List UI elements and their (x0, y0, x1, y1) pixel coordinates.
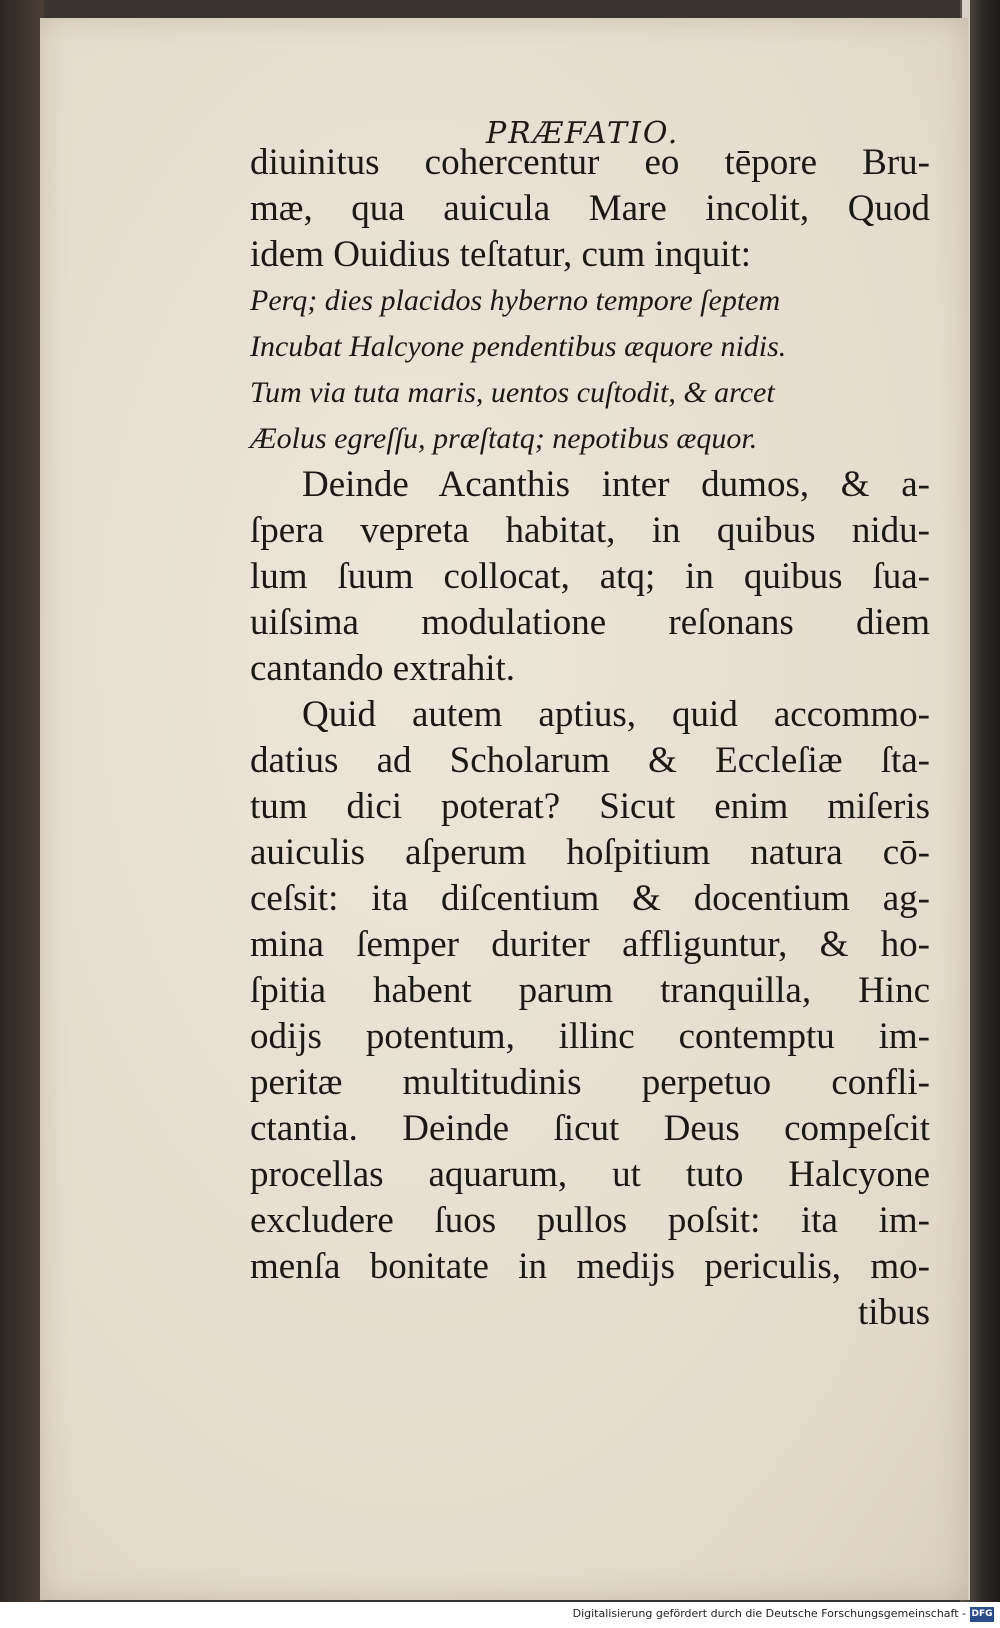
text-line: mæ, qua auicula Mare incolit, Quod (250, 188, 930, 229)
text-line: datius ad Scholarum & Eccleſiæ ſta- (250, 740, 930, 781)
text-line: diuinitus cohercentur eo tēpore Bru- (250, 142, 930, 183)
catchword: tibus (858, 1292, 930, 1333)
scan-background-left (0, 0, 44, 1628)
text-line: cantando extrahit. (250, 648, 516, 689)
text-line: ſpitia habent parum tranquilla, Hinc (250, 970, 930, 1011)
verse-line: Æolus egreſſu, præſtatq; nepotibus æquor. (250, 422, 758, 455)
funding-credit: Digitalisierung gefördert durch die Deutsche Forschungsgemeinschaft - (572, 1607, 966, 1620)
text-line: uiſsima modulatione reſonans diem (250, 602, 930, 643)
verse-line: Tum via tuta maris, uentos cuſtodit, & arcet (250, 376, 775, 409)
text-line: odijs potentum, illinc contemptu im- (250, 1016, 930, 1057)
text-line: mina ſemper duriter affliguntur, & ho- (250, 924, 930, 965)
verse-line: Perq; dies placidos hyberno tempore ſeptem (250, 284, 781, 317)
dfg-logo-icon: DFG (970, 1607, 994, 1622)
text-line: idem Ouidius teſtatur, cum inquit: (250, 234, 752, 275)
page-text-block (250, 140, 930, 1336)
running-head: PRÆFATIO. (486, 116, 680, 151)
text-line: Quid autem aptius, quid accommo- (302, 694, 930, 735)
text-line: ceſsit: ita diſcentium & docentium ag- (250, 878, 930, 919)
text-line: lum ſuum collocat, atq; in quibus ſua- (250, 556, 930, 597)
text-line: Deinde Acanthis inter dumos, & a- (302, 464, 930, 505)
text-line: auiculis aſperum hoſpitium natura cō- (250, 832, 930, 873)
text-line: ctantia. Deinde ſicut Deus compeſcit (250, 1108, 930, 1149)
text-line: ſpera vepreta habitat, in quibus nidu- (250, 510, 930, 551)
text-line: procellas aquarum, ut tuto Halcyone (250, 1154, 930, 1195)
text-line: menſa bonitate in medijs periculis, mo- (250, 1246, 930, 1287)
text-line: excludere ſuos pullos poſsit: ita im- (250, 1200, 930, 1241)
text-line: peritæ multitudinis perpetuo confli- (250, 1062, 930, 1103)
text-line: tum dici poterat? Sicut enim miſeris (250, 786, 930, 827)
verse-line: Incubat Halcyone pendentibus æquore nidis. (250, 330, 787, 363)
footer-bar (0, 1602, 1000, 1628)
